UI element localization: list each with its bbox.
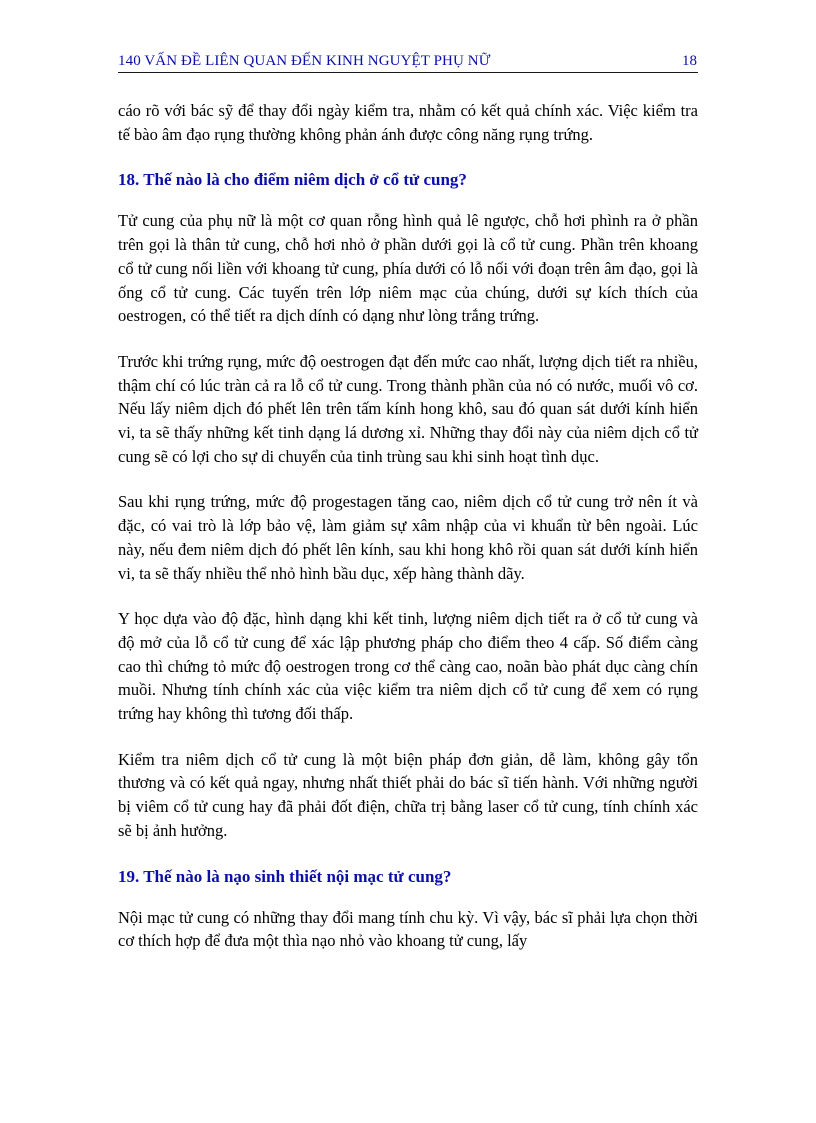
intro-paragraph: cáo rõ với bác sỹ để thay đổi ngày kiểm tra, nhằm có kết quả chính xác. Việc kiểm tra tế bào âm đạo rụng thường không phản ánh được công năng rụng trứng. — [118, 101, 698, 144]
section-18-paragraph-2: Trước khi trứng rụng, mức độ oestrogen đạt đến mức cao nhất, lượng dịch tiết ra nhiều, thậm chí có lúc tràn cả ra lỗ cổ tử cung. Trong thành phần của nó có nước, muối vô cơ. Nếu lấy niêm dịch đó phết lên trên tấm kính hong khô, sau đó quan sát dưới kính hiển vi, ta sẽ thấy những kết tinh dạng lá dương xỉ. Những thay đổi này của niêm dịch cổ tử cung sẽ có lợi cho sự di chuyển của tinh trùng sau khi sinh hoạt tình dục. — [118, 351, 698, 466]
section-18-paragraph-5: Kiểm tra niêm dịch cổ tử cung là một biện pháp đơn giản, dễ làm, không gây tổn thương và có kết quả ngay, nhưng nhất thiết phải do bác sĩ tiến hành. Với những người bị viêm cổ tử cung hay đã phải đốt điện, chữa trị bằng laser cổ tử cung, tính chính xác sẽ bị ảnh hưởng. — [118, 749, 698, 840]
page-number: 18 — [682, 53, 697, 69]
section-18-heading: 18. Thế nào là cho điểm niêm dịch ở cổ tử cung? — [118, 170, 467, 190]
section-18-paragraph-3: Sau khi rụng trứng, mức độ progestagen tăng cao, niêm dịch cổ tử cung trở nên ít và đặc, có vai trò là lớp bảo vệ, làm giảm sự xâm nhập của vi khuẩn từ bên ngoài. Lúc này, nếu đem niêm dịch đó phết lên kính, sau khi hong khô rồi quan sát dưới kính hiển vi, ta sẽ thấy nhiều thể nhỏ hình bầu dục, xếp hàng thành dãy. — [118, 492, 698, 583]
page-content — [118, 99, 698, 953]
running-header — [118, 50, 698, 73]
section-19-heading: 19. Thế nào là nạo sinh thiết nội mạc tử cung? — [118, 866, 452, 886]
section-18-paragraph-4: Y học dựa vào độ đặc, hình dạng khi kết tinh, lượng niêm dịch tiết ra ở cổ tử cung và độ mở của lỗ cổ tử cung để xác lập phương pháp cho điểm theo 4 cấp. Số điểm càng cao thì chứng tỏ mức độ oestrogen trong cơ thể càng cao, noãn bào phát dục càng chín muồi. Nhưng tính chính xác của việc kiểm tra niêm dịch cổ tử cung để xem có rụng trứng hay không thì tương đối thấp. — [118, 609, 698, 724]
header-title: 140 VẤN ĐỀ LIÊN QUAN ĐẾN KINH NGUYỆT PHỤ NỮ — [118, 53, 491, 69]
section-18-paragraph-1: Tử cung của phụ nữ là một cơ quan rỗng hình quả lê ngược, chỗ hơi phình ra ở phần trên gọi là thân tử cung, chỗ hơi nhỏ ở phần dưới gọi là cổ tử cung. Phần trên khoang cổ tử cung nối liền với khoang tử cung, phía dưới có lỗ nối với đoạn trên âm đạo, gọi là ống cổ tử cung. Các tuyến trên lớp niêm mạc của chúng, dưới sự kích thích của oestrogen, có thể tiết ra dịch dính có dạng như lòng trắng trứng. — [118, 211, 698, 326]
section-19-paragraph-1: Nội mạc tử cung có những thay đổi mang tính chu kỳ. Vì vậy, bác sĩ phải lựa chọn thời cơ thích hợp để đưa một thìa nạo nhỏ vào khoang tử cung, lấy — [118, 907, 698, 951]
